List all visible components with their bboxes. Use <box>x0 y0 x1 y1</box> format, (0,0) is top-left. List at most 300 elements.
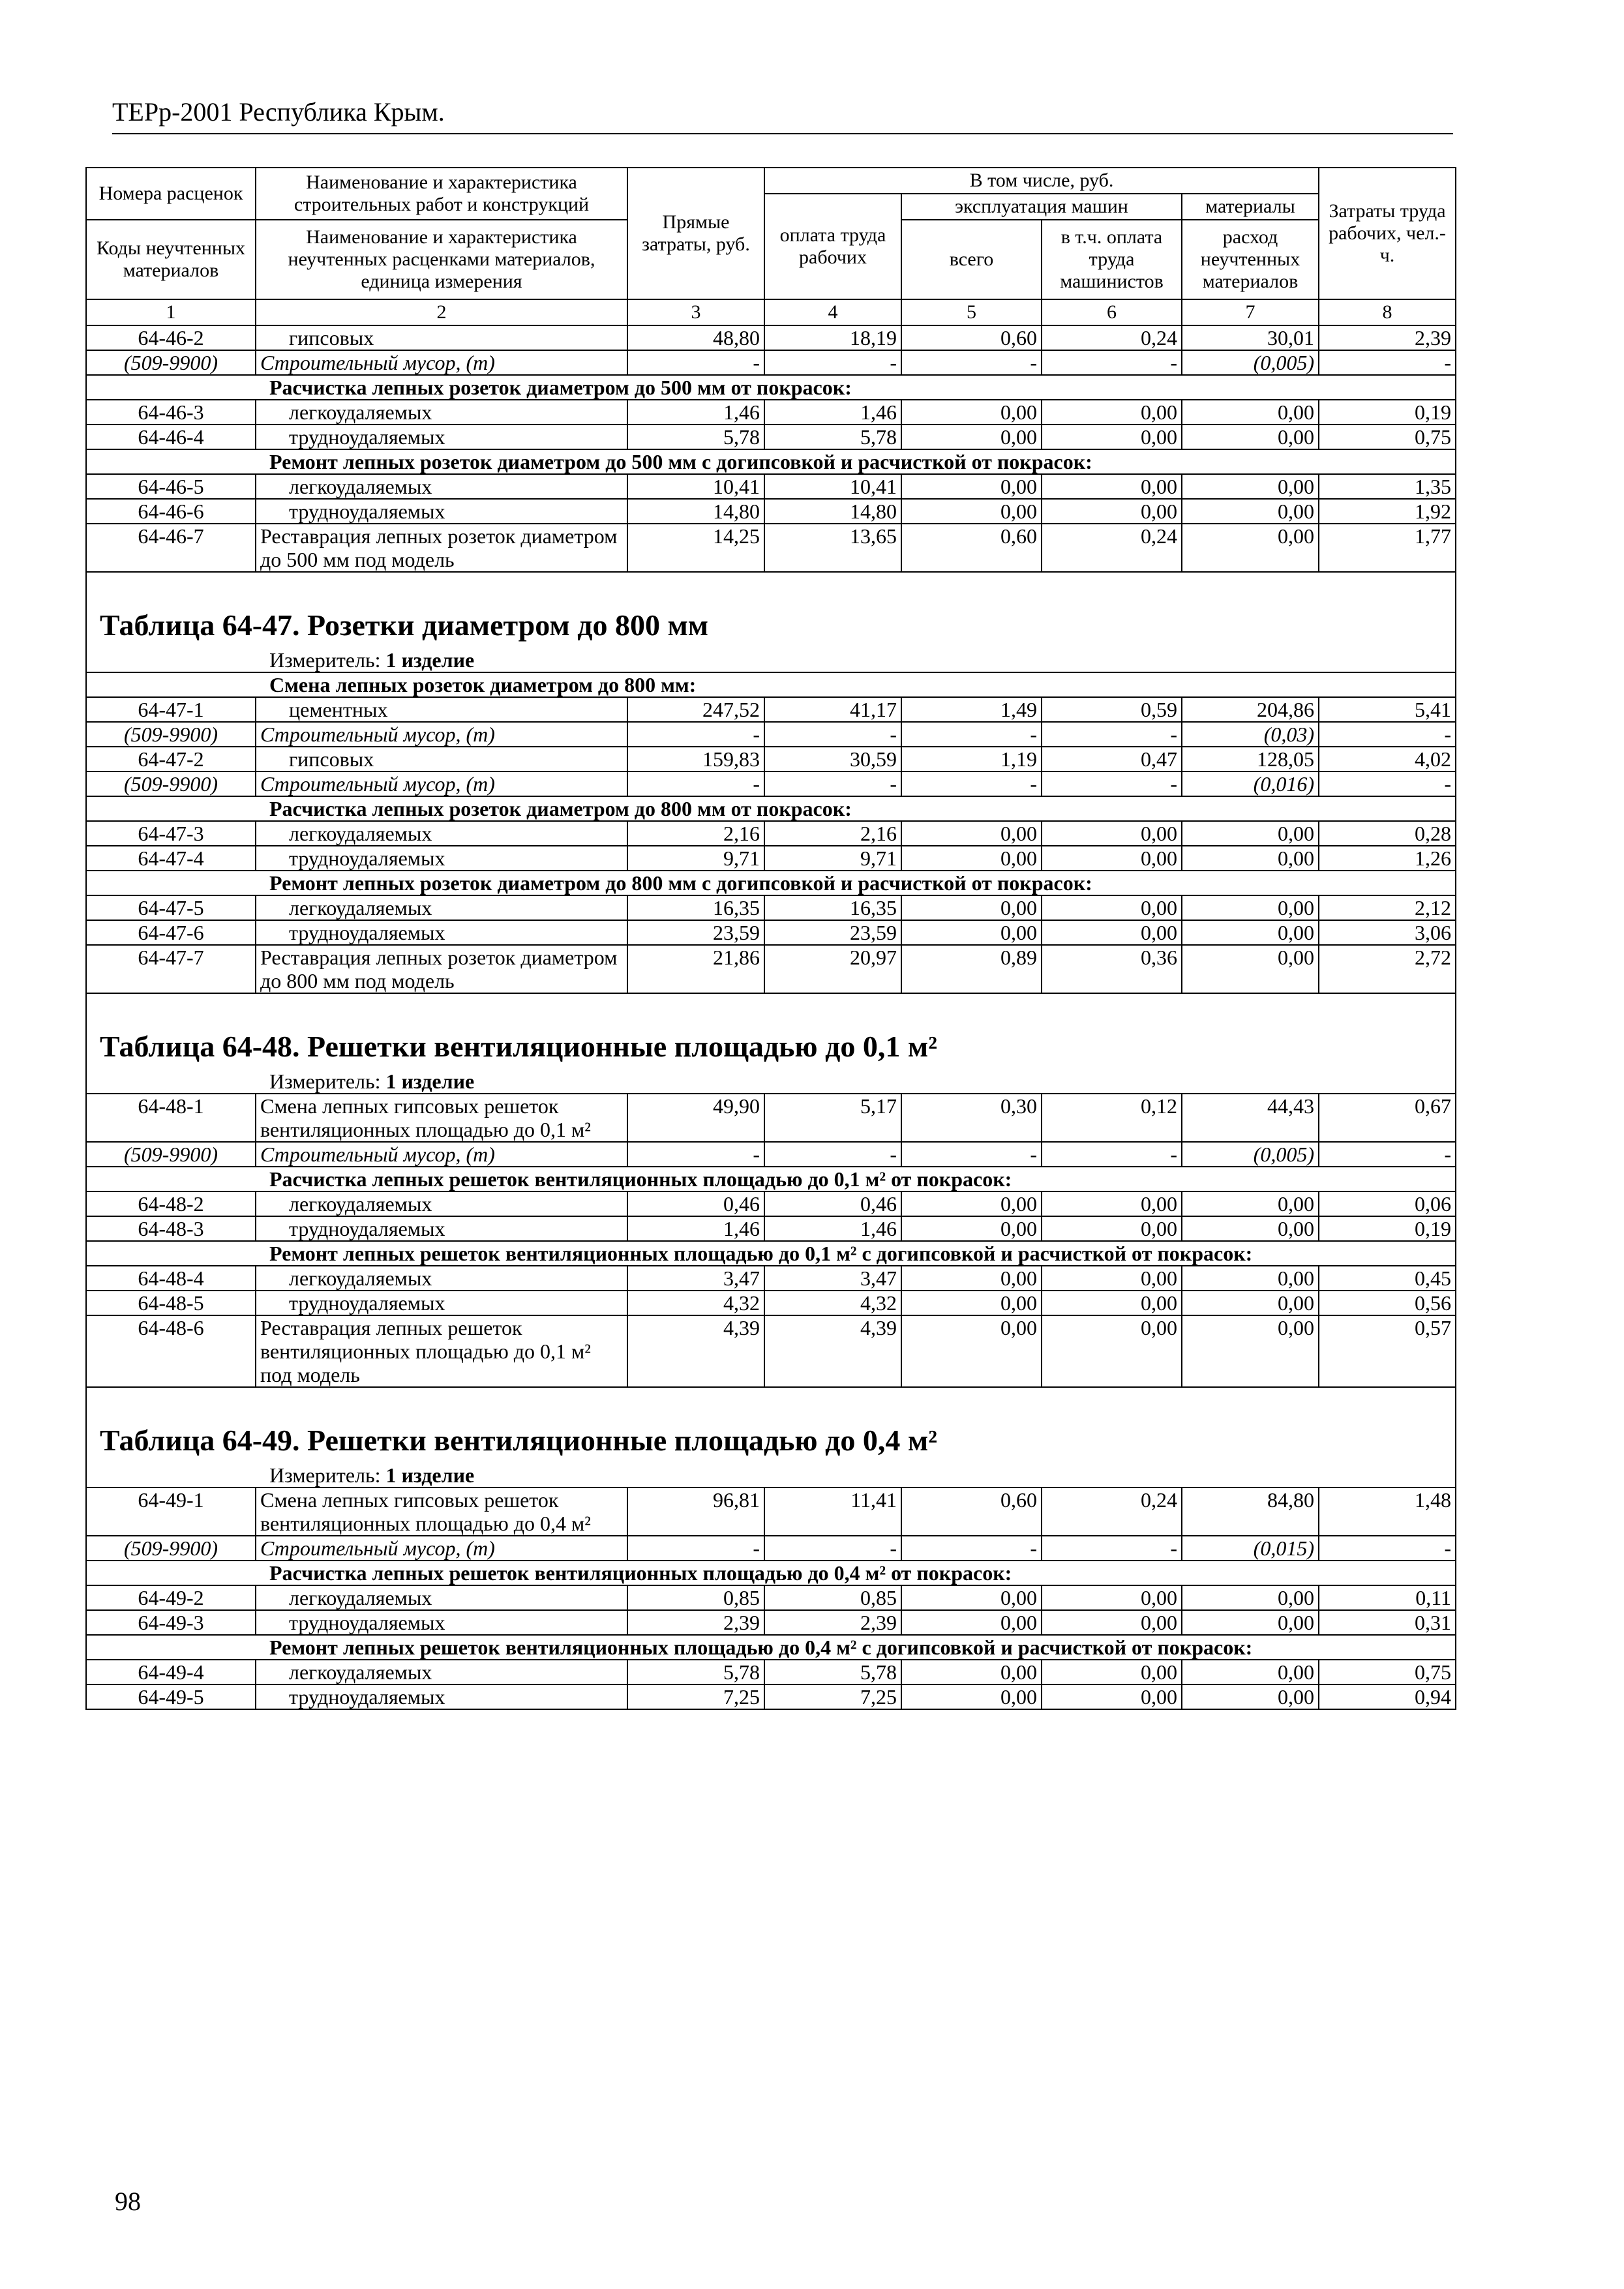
materials-value: 0,00 <box>1182 945 1319 993</box>
rate-name: легкоудаляемых <box>256 1191 627 1216</box>
machines-total-value: 0,00 <box>901 1660 1042 1684</box>
section-title: Расчистка лепных решеток вентиляционных площадью до 0,1 м² от покрасок: <box>86 1167 1456 1191</box>
material-name: Строительный мусор, (т) <box>256 350 627 375</box>
machinists-wage-value: 0,00 <box>1042 1660 1182 1684</box>
material-name: Строительный мусор, (т) <box>256 722 627 747</box>
rate-name: трудноудаляемых <box>256 499 627 524</box>
rate-row <box>86 1191 1456 1216</box>
direct-costs-value: 2,39 <box>627 1610 764 1635</box>
unit-row <box>86 1070 1456 1094</box>
rate-code: 64-48-4 <box>86 1266 256 1291</box>
rate-row <box>86 920 1456 945</box>
machinists-wage-value: 0,36 <box>1042 945 1182 993</box>
section-row <box>86 1167 1456 1191</box>
wage-value: 1,46 <box>764 1216 901 1241</box>
rate-name: трудноудаляемых <box>256 1610 627 1635</box>
labor-value: 0,45 <box>1319 1266 1456 1291</box>
direct-costs-value: 4,32 <box>627 1291 764 1315</box>
wage-value: - <box>764 350 901 375</box>
machines-total-value: - <box>901 1536 1042 1561</box>
rate-name: Смена лепных гипсовых решеток вентиляционных площадью до 0,1 м² <box>256 1094 627 1142</box>
rate-row <box>86 747 1456 771</box>
col-name-materials: Наименование и характеристика неучтенных расценками материалов, единица измерения <box>256 220 627 299</box>
unit-row <box>86 1463 1456 1488</box>
machinists-wage-value: 0,00 <box>1042 474 1182 499</box>
rate-code: 64-49-4 <box>86 1660 256 1684</box>
wage-value: 3,47 <box>764 1266 901 1291</box>
machines-total-value: 0,00 <box>901 1610 1042 1635</box>
machinists-wage-value: 0,00 <box>1042 1585 1182 1610</box>
direct-costs-value: 1,46 <box>627 400 764 425</box>
unit-label: Измеритель: <box>269 1463 386 1487</box>
materials-value: 128,05 <box>1182 747 1319 771</box>
rate-row <box>86 524 1456 572</box>
col-machinists: в т.ч. оплата труда машинистов <box>1042 220 1182 299</box>
direct-costs-value: 247,52 <box>627 697 764 722</box>
material-row <box>86 771 1456 796</box>
section-title: Расчистка лепных розеток диаметром до 800 мм от покрасок: <box>86 796 1456 821</box>
wage-value: 16,35 <box>764 895 901 920</box>
machines-total-value: 0,00 <box>901 1684 1042 1709</box>
rate-name: Реставрация лепных розеток диаметром до 500 мм под модель <box>256 524 627 572</box>
wage-value: 4,32 <box>764 1291 901 1315</box>
machines-total-value: 0,00 <box>901 920 1042 945</box>
rate-name: трудноудаляемых <box>256 425 627 449</box>
col-number: 2 <box>256 299 627 325</box>
machinists-wage-value: - <box>1042 350 1182 375</box>
direct-costs-value: 14,80 <box>627 499 764 524</box>
section-title: Ремонт лепных розеток диаметром до 500 мм с догипсовкой и расчисткой от покрасок: <box>86 449 1456 474</box>
col-wage: оплата труда рабочих <box>764 194 901 299</box>
wage-value: 0,85 <box>764 1585 901 1610</box>
wage-value: 14,80 <box>764 499 901 524</box>
wage-value: 20,97 <box>764 945 901 993</box>
wage-value: 0,46 <box>764 1191 901 1216</box>
machinists-wage-value: 0,24 <box>1042 325 1182 350</box>
section-row <box>86 1635 1456 1660</box>
machines-total-value: 0,00 <box>901 1266 1042 1291</box>
rate-row <box>86 1216 1456 1241</box>
rate-code: 64-47-2 <box>86 747 256 771</box>
col-number: 7 <box>1182 299 1319 325</box>
rate-code: 64-48-1 <box>86 1094 256 1142</box>
table-title-row <box>86 993 1456 1070</box>
machinists-wage-value: 0,00 <box>1042 846 1182 871</box>
direct-costs-value: 0,85 <box>627 1585 764 1610</box>
machines-total-value: 0,00 <box>901 1315 1042 1387</box>
rate-code: 64-46-7 <box>86 524 256 572</box>
wage-value: 18,19 <box>764 325 901 350</box>
direct-costs-value: 5,78 <box>627 1660 764 1684</box>
labor-value: 2,12 <box>1319 895 1456 920</box>
machines-total-value: 0,00 <box>901 1291 1042 1315</box>
rate-row <box>86 1585 1456 1610</box>
labor-value: - <box>1319 1142 1456 1167</box>
col-number: 8 <box>1319 299 1456 325</box>
material-name: Строительный мусор, (т) <box>256 1142 627 1167</box>
materials-value: 30,01 <box>1182 325 1319 350</box>
machinists-wage-value: - <box>1042 1142 1182 1167</box>
rate-name: легкоудаляемых <box>256 1266 627 1291</box>
machines-total-value: 0,60 <box>901 325 1042 350</box>
labor-value: 0,67 <box>1319 1094 1456 1142</box>
section-title: Ремонт лепных решеток вентиляционных площадью до 0,4 м² с догипсовкой и расчисткой от покрасок: <box>86 1635 1456 1660</box>
wage-value: - <box>764 722 901 747</box>
col-codes: Коды неучтенных материалов <box>86 220 256 299</box>
rate-row <box>86 1610 1456 1635</box>
col-number: 5 <box>901 299 1042 325</box>
table-title-row <box>86 572 1456 648</box>
rate-code: 64-46-6 <box>86 499 256 524</box>
wage-value: - <box>764 1142 901 1167</box>
direct-costs-value: 1,46 <box>627 1216 764 1241</box>
rate-code: 64-47-1 <box>86 697 256 722</box>
wage-value: 2,16 <box>764 821 901 846</box>
rate-code: 64-46-5 <box>86 474 256 499</box>
wage-value: 23,59 <box>764 920 901 945</box>
machines-total-value: 0,60 <box>901 524 1042 572</box>
unit-value: 1 изделие <box>385 1070 475 1093</box>
machinists-wage-value: 0,59 <box>1042 697 1182 722</box>
machines-total-value: 0,30 <box>901 1094 1042 1142</box>
machinists-wage-value: 0,00 <box>1042 1216 1182 1241</box>
labor-value: - <box>1319 722 1456 747</box>
material-row <box>86 1142 1456 1167</box>
rate-row <box>86 425 1456 449</box>
labor-value: 0,06 <box>1319 1191 1456 1216</box>
col-materials: материалы <box>1182 194 1319 220</box>
material-code: (509-9900) <box>86 771 256 796</box>
machinists-wage-value: 0,00 <box>1042 1684 1182 1709</box>
rate-row <box>86 400 1456 425</box>
rate-row <box>86 821 1456 846</box>
rate-code: 64-47-5 <box>86 895 256 920</box>
rate-row <box>86 846 1456 871</box>
col-number: 1 <box>86 299 256 325</box>
rate-row <box>86 1291 1456 1315</box>
materials-value: 0,00 <box>1182 1291 1319 1315</box>
labor-value: 1,26 <box>1319 846 1456 871</box>
rate-name: легкоудаляемых <box>256 821 627 846</box>
col-total: всего <box>901 220 1042 299</box>
rate-code: 64-47-6 <box>86 920 256 945</box>
material-code: (509-9900) <box>86 350 256 375</box>
labor-value: 4,02 <box>1319 747 1456 771</box>
rate-name: легкоудаляемых <box>256 1660 627 1684</box>
labor-value: 5,41 <box>1319 697 1456 722</box>
col-name-works: Наименование и характеристика строительных работ и конструкций <box>256 168 627 220</box>
direct-costs-value: 23,59 <box>627 920 764 945</box>
rate-name: трудноудаляемых <box>256 1291 627 1315</box>
materials-value: 0,00 <box>1182 400 1319 425</box>
rate-code: 64-46-2 <box>86 325 256 350</box>
direct-costs-value: 5,78 <box>627 425 764 449</box>
material-name: Строительный мусор, (т) <box>256 771 627 796</box>
rate-name: Реставрация лепных решеток вентиляционных площадью до 0,1 м² под модель <box>256 1315 627 1387</box>
labor-value: 0,75 <box>1319 425 1456 449</box>
rate-name: легкоудаляемых <box>256 895 627 920</box>
materials-value: 0,00 <box>1182 1315 1319 1387</box>
labor-value: 2,39 <box>1319 325 1456 350</box>
wage-value: 2,39 <box>764 1610 901 1635</box>
direct-costs-value: 14,25 <box>627 524 764 572</box>
direct-costs-value: 7,25 <box>627 1684 764 1709</box>
col-number: 4 <box>764 299 901 325</box>
materials-value: (0,005) <box>1182 1142 1319 1167</box>
materials-value: (0,015) <box>1182 1536 1319 1561</box>
labor-value: 0,75 <box>1319 1660 1456 1684</box>
rate-name: цементных <box>256 697 627 722</box>
labor-value: - <box>1319 1536 1456 1561</box>
wage-value: 5,17 <box>764 1094 901 1142</box>
rate-code: 64-47-4 <box>86 846 256 871</box>
material-row <box>86 1536 1456 1561</box>
machinists-wage-value: 0,12 <box>1042 1094 1182 1142</box>
materials-value: 0,00 <box>1182 524 1319 572</box>
section-title: Расчистка лепных розеток диаметром до 500 мм от покрасок: <box>86 375 1456 400</box>
materials-value: 0,00 <box>1182 846 1319 871</box>
materials-value: 0,00 <box>1182 821 1319 846</box>
wage-value: 4,39 <box>764 1315 901 1387</box>
material-code: (509-9900) <box>86 1142 256 1167</box>
section-row <box>86 796 1456 821</box>
rate-name: легкоудаляемых <box>256 1585 627 1610</box>
machinists-wage-value: 0,00 <box>1042 1266 1182 1291</box>
rate-row <box>86 474 1456 499</box>
machines-total-value: - <box>901 771 1042 796</box>
rate-code: 64-49-3 <box>86 1610 256 1635</box>
section-title: Расчистка лепных решеток вентиляционных площадью до 0,4 м² от покрасок: <box>86 1561 1456 1585</box>
rate-name: легкоудаляемых <box>256 400 627 425</box>
machines-total-value: 0,00 <box>901 499 1042 524</box>
material-code: (509-9900) <box>86 1536 256 1561</box>
materials-value: 0,00 <box>1182 425 1319 449</box>
rate-name: трудноудаляемых <box>256 846 627 871</box>
materials-value: 0,00 <box>1182 1266 1319 1291</box>
direct-costs-value: 2,16 <box>627 821 764 846</box>
direct-costs-value: 16,35 <box>627 895 764 920</box>
table-title: Таблица 64-47. Розетки диаметром до 800 мм <box>86 572 1456 648</box>
labor-value: - <box>1319 350 1456 375</box>
direct-costs-value: 96,81 <box>627 1488 764 1536</box>
direct-costs-value: 10,41 <box>627 474 764 499</box>
machines-total-value: 0,00 <box>901 895 1042 920</box>
machines-total-value: - <box>901 350 1042 375</box>
direct-costs-value: - <box>627 722 764 747</box>
rate-name: легкоудаляемых <box>256 474 627 499</box>
rate-code: 64-46-3 <box>86 400 256 425</box>
rate-row <box>86 1660 1456 1684</box>
materials-value: (0,03) <box>1182 722 1319 747</box>
rate-code: 64-46-4 <box>86 425 256 449</box>
rate-code: 64-49-5 <box>86 1684 256 1709</box>
machines-total-value: 0,00 <box>901 1585 1042 1610</box>
wage-value: 13,65 <box>764 524 901 572</box>
material-name: Строительный мусор, (т) <box>256 1536 627 1561</box>
machinists-wage-value: 0,24 <box>1042 524 1182 572</box>
section-title: Ремонт лепных решеток вентиляционных площадью до 0,1 м² с догипсовкой и расчисткой от покрасок: <box>86 1241 1456 1266</box>
materials-value: 0,00 <box>1182 1610 1319 1635</box>
materials-value: (0,016) <box>1182 771 1319 796</box>
machines-total-value: 1,49 <box>901 697 1042 722</box>
rate-row <box>86 1266 1456 1291</box>
materials-value: 0,00 <box>1182 1660 1319 1684</box>
unit-cell <box>86 1463 1456 1488</box>
rate-code: 64-48-5 <box>86 1291 256 1315</box>
machines-total-value: 1,19 <box>901 747 1042 771</box>
labor-value: 0,94 <box>1319 1684 1456 1709</box>
direct-costs-value: 9,71 <box>627 846 764 871</box>
machinists-wage-value: - <box>1042 722 1182 747</box>
wage-value: 5,78 <box>764 425 901 449</box>
machinists-wage-value: - <box>1042 1536 1182 1561</box>
labor-value: 1,92 <box>1319 499 1456 524</box>
machines-total-value: 0,00 <box>901 474 1042 499</box>
machines-total-value: 0,89 <box>901 945 1042 993</box>
col-number: 3 <box>627 299 764 325</box>
machines-total-value: 0,00 <box>901 1191 1042 1216</box>
rate-code: 64-48-6 <box>86 1315 256 1387</box>
section-row <box>86 1561 1456 1585</box>
machines-total-value: 0,00 <box>901 821 1042 846</box>
header-rule <box>112 133 1453 134</box>
col-consumption: расход неучтенных материалов <box>1182 220 1319 299</box>
machinists-wage-value: 0,00 <box>1042 895 1182 920</box>
running-header: ТЕРр-2001 Республика Крым. <box>112 97 445 127</box>
materials-value: (0,005) <box>1182 350 1319 375</box>
materials-value: 0,00 <box>1182 1216 1319 1241</box>
labor-value: 0,19 <box>1319 400 1456 425</box>
rate-name: трудноудаляемых <box>256 1684 627 1709</box>
wage-value: 30,59 <box>764 747 901 771</box>
machinists-wage-value: 0,00 <box>1042 425 1182 449</box>
labor-value: 0,19 <box>1319 1216 1456 1241</box>
materials-value: 0,00 <box>1182 920 1319 945</box>
materials-value: 0,00 <box>1182 1585 1319 1610</box>
unit-cell <box>86 1070 1456 1094</box>
section-row <box>86 375 1456 400</box>
wage-value: 7,25 <box>764 1684 901 1709</box>
materials-value: 44,43 <box>1182 1094 1319 1142</box>
labor-value: 1,77 <box>1319 524 1456 572</box>
machines-total-value: 0,60 <box>901 1488 1042 1536</box>
labor-value: 3,06 <box>1319 920 1456 945</box>
rate-name: Реставрация лепных розеток диаметром до 800 мм под модель <box>256 945 627 993</box>
machinists-wage-value: 0,24 <box>1042 1488 1182 1536</box>
unit-label: Измеритель: <box>269 1070 386 1093</box>
direct-costs-value: - <box>627 350 764 375</box>
wage-value: 5,78 <box>764 1660 901 1684</box>
rate-code: 64-49-1 <box>86 1488 256 1536</box>
machinists-wage-value: 0,00 <box>1042 400 1182 425</box>
labor-value: - <box>1319 771 1456 796</box>
materials-value: 0,00 <box>1182 474 1319 499</box>
direct-costs-value: 3,47 <box>627 1266 764 1291</box>
machinists-wage-value: 0,00 <box>1042 1291 1182 1315</box>
rate-row <box>86 499 1456 524</box>
materials-value: 0,00 <box>1182 1191 1319 1216</box>
rate-row <box>86 1094 1456 1142</box>
table-title: Таблица 64-48. Решетки вентиляционные площадью до 0,1 м² <box>86 993 1456 1070</box>
rates-table <box>85 167 1456 1710</box>
machines-total-value: 0,00 <box>901 1216 1042 1241</box>
machinists-wage-value: 0,00 <box>1042 1610 1182 1635</box>
machines-total-value: 0,00 <box>901 846 1042 871</box>
labor-value: 0,28 <box>1319 821 1456 846</box>
machines-total-value: - <box>901 722 1042 747</box>
direct-costs-value: - <box>627 1536 764 1561</box>
machinists-wage-value: 0,00 <box>1042 821 1182 846</box>
wage-value: 1,46 <box>764 400 901 425</box>
rate-code: 64-48-2 <box>86 1191 256 1216</box>
section-row <box>86 449 1456 474</box>
rate-row <box>86 895 1456 920</box>
material-row <box>86 722 1456 747</box>
page-number: 98 <box>115 2187 141 2216</box>
material-code: (509-9900) <box>86 722 256 747</box>
section-row <box>86 871 1456 895</box>
labor-value: 0,11 <box>1319 1585 1456 1610</box>
labor-value: 0,57 <box>1319 1315 1456 1387</box>
machinists-wage-value: - <box>1042 771 1182 796</box>
section-row <box>86 672 1456 697</box>
col-number: 6 <box>1042 299 1182 325</box>
labor-value: 1,48 <box>1319 1488 1456 1536</box>
direct-costs-value: 4,39 <box>627 1315 764 1387</box>
machines-total-value: 0,00 <box>901 400 1042 425</box>
machinists-wage-value: 0,47 <box>1042 747 1182 771</box>
rate-row <box>86 1684 1456 1709</box>
wage-value: - <box>764 1536 901 1561</box>
labor-value: 2,72 <box>1319 945 1456 993</box>
machines-total-value: - <box>901 1142 1042 1167</box>
materials-value: 0,00 <box>1182 499 1319 524</box>
direct-costs-value: 0,46 <box>627 1191 764 1216</box>
wage-value: - <box>764 771 901 796</box>
machinists-wage-value: 0,00 <box>1042 1315 1182 1387</box>
rate-row <box>86 697 1456 722</box>
rate-code: 64-47-7 <box>86 945 256 993</box>
col-machines: эксплуатация машин <box>901 194 1182 220</box>
section-title: Ремонт лепных розеток диаметром до 800 мм с догипсовкой и расчисткой от покрасок: <box>86 871 1456 895</box>
direct-costs-value: 48,80 <box>627 325 764 350</box>
machinists-wage-value: 0,00 <box>1042 1191 1182 1216</box>
machinists-wage-value: 0,00 <box>1042 499 1182 524</box>
labor-value: 0,56 <box>1319 1291 1456 1315</box>
rate-name: трудноудаляемых <box>256 920 627 945</box>
direct-costs-value: 159,83 <box>627 747 764 771</box>
col-direct-costs: Прямые затраты, руб. <box>627 168 764 299</box>
wage-value: 10,41 <box>764 474 901 499</box>
wage-value: 11,41 <box>764 1488 901 1536</box>
rate-name: Смена лепных гипсовых решеток вентиляционных площадью до 0,4 м² <box>256 1488 627 1536</box>
machinists-wage-value: 0,00 <box>1042 920 1182 945</box>
rate-code: 64-47-3 <box>86 821 256 846</box>
machines-total-value: 0,00 <box>901 425 1042 449</box>
col-rate-numbers: Номера расценок <box>86 168 256 220</box>
rate-row <box>86 325 1456 350</box>
table-title: Таблица 64-49. Решетки вентиляционные площадью до 0,4 м² <box>86 1387 1456 1463</box>
materials-value: 0,00 <box>1182 895 1319 920</box>
direct-costs-value: 21,86 <box>627 945 764 993</box>
unit-value: 1 изделие <box>385 1463 475 1487</box>
unit-cell <box>86 648 1456 672</box>
materials-value: 84,80 <box>1182 1488 1319 1536</box>
table-title-row <box>86 1387 1456 1463</box>
labor-value: 0,31 <box>1319 1610 1456 1635</box>
materials-value: 204,86 <box>1182 697 1319 722</box>
rate-name: гипсовых <box>256 747 627 771</box>
